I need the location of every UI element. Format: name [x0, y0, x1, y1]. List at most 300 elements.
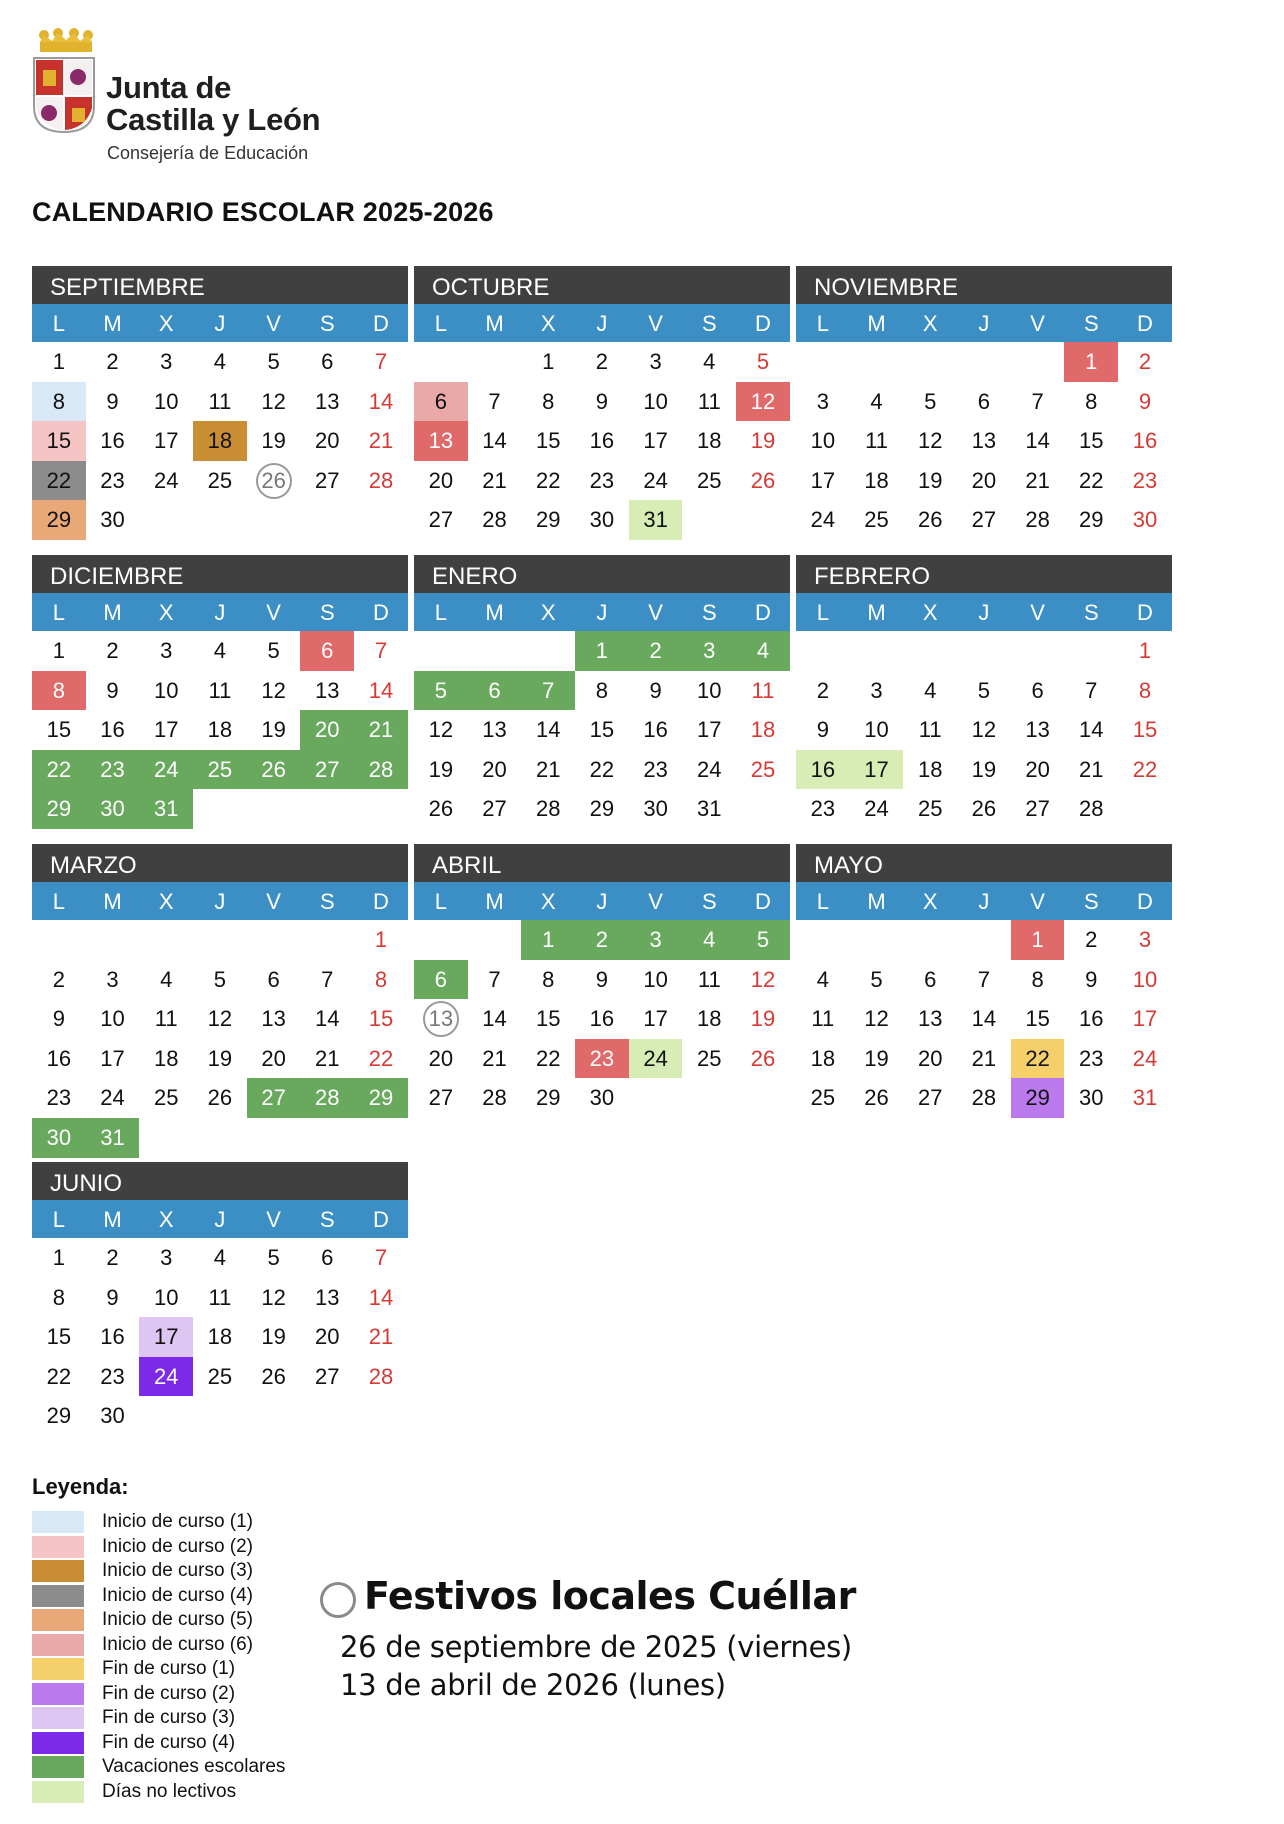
day-number: 8: [542, 966, 555, 992]
day-number: 20: [428, 467, 454, 493]
day-number: 4: [160, 966, 173, 992]
day-cell: [86, 1039, 140, 1079]
week-row: [32, 1357, 408, 1397]
day-number: 4: [756, 638, 770, 663]
day-number: 22: [46, 1363, 72, 1389]
weekday-label: J: [214, 1207, 226, 1232]
weekday-label: J: [214, 311, 226, 336]
day-number: 31: [153, 796, 179, 822]
day-cell: [1064, 999, 1118, 1039]
day-number: 15: [535, 428, 561, 454]
week-row: [32, 710, 408, 750]
day-number: 21: [1025, 467, 1050, 493]
day-cell: [139, 342, 193, 382]
day-number: 9: [649, 677, 662, 703]
day-cell: [300, 1039, 354, 1079]
day-cell: [139, 1238, 193, 1278]
day-number: 29: [589, 796, 615, 822]
day-number: 21: [482, 467, 507, 493]
week-row: [32, 1278, 408, 1318]
day-cell: [521, 671, 575, 711]
day-cell: [247, 1278, 301, 1318]
week-row: [414, 671, 790, 711]
day-cell: [139, 1357, 193, 1397]
day-number: 13: [428, 428, 454, 454]
day-cell: [521, 999, 575, 1039]
legend-swatch: [32, 1756, 84, 1778]
month-name: MAYO: [796, 844, 1172, 882]
week-row: [32, 342, 408, 382]
day-number: 24: [100, 1085, 125, 1111]
day-cell: [139, 382, 193, 422]
day-number: 9: [595, 388, 609, 414]
weekday-label: S: [701, 600, 717, 625]
day-cell: [300, 1078, 354, 1118]
day-cell: [32, 342, 86, 382]
day-number: 18: [697, 1006, 722, 1032]
day-cell: [86, 1118, 140, 1158]
week-row: [796, 671, 1172, 711]
weekday-label: D: [755, 600, 771, 625]
weekday-label: X: [158, 889, 174, 914]
day-number: 7: [374, 349, 388, 374]
day-number: 25: [697, 467, 722, 493]
day-number: 9: [106, 388, 119, 414]
week-row: [414, 789, 790, 829]
legend-item: [32, 1657, 285, 1682]
weekday-label: D: [373, 600, 389, 625]
day-number: 1: [542, 349, 555, 374]
day-cell: [193, 1357, 247, 1397]
day-cell: [468, 382, 522, 422]
legend-label: Días no lectivos: [102, 1780, 237, 1802]
day-number: 1: [52, 638, 65, 663]
day-number: 10: [697, 677, 722, 703]
day-cell: [247, 960, 301, 1000]
day-number: 28: [368, 1363, 394, 1389]
empty-cell: [796, 920, 850, 960]
day-number: 14: [535, 717, 561, 743]
empty-cell: [629, 1078, 683, 1118]
month-febrero: [796, 555, 1172, 829]
weekday-label: X: [158, 1207, 174, 1232]
day-cell: [521, 750, 575, 790]
day-number: 19: [261, 428, 286, 454]
month-name: NOVIEMBRE: [796, 266, 1172, 304]
day-number: 11: [811, 1006, 835, 1032]
day-cell: [354, 999, 408, 1039]
legend-item: [32, 1682, 285, 1707]
empty-cell: [414, 342, 468, 382]
day-number: 2: [1085, 927, 1098, 952]
day-number: 18: [810, 1045, 836, 1071]
day-number: 18: [207, 717, 233, 743]
day-number: 29: [46, 507, 72, 533]
week-row: [414, 710, 790, 750]
day-number: 27: [261, 1085, 286, 1111]
day-number: 3: [160, 1245, 173, 1270]
day-cell: [193, 421, 247, 461]
day-cell: [468, 789, 522, 829]
day-number: 21: [1079, 756, 1104, 782]
weekday-label: V: [266, 600, 281, 625]
day-number: 21: [482, 1045, 507, 1071]
day-cell: [682, 461, 736, 501]
day-cell: [32, 960, 86, 1000]
day-number: 8: [1138, 677, 1152, 703]
legend-label: Inicio de curso (5): [102, 1609, 254, 1631]
empty-cell: [1118, 789, 1172, 829]
day-cell: [139, 1278, 193, 1318]
day-cell: [300, 631, 354, 671]
empty-cell: [300, 1396, 354, 1436]
day-number: 29: [1025, 1085, 1050, 1111]
day-cell: [139, 710, 193, 750]
day-cell: [32, 1078, 86, 1118]
day-number: 1: [542, 927, 555, 952]
day-number: 2: [106, 638, 119, 663]
day-cell: [521, 342, 575, 382]
day-cell: [957, 671, 1011, 711]
day-number: 18: [153, 1045, 179, 1071]
day-number: 3: [870, 677, 883, 703]
day-number: 3: [703, 638, 716, 663]
day-number: 5: [434, 677, 447, 703]
circle-marker-icon: [320, 1582, 356, 1618]
day-number: 1: [1031, 927, 1044, 952]
week-row: [32, 789, 408, 829]
day-cell: [468, 960, 522, 1000]
day-cell: [629, 1039, 683, 1079]
day-number: 25: [207, 467, 233, 493]
day-number: 4: [870, 388, 883, 414]
day-number: 8: [52, 1284, 65, 1310]
day-cell: [193, 1039, 247, 1079]
day-number: 21: [315, 1045, 340, 1071]
day-cell: [1011, 789, 1065, 829]
empty-cell: [903, 342, 957, 382]
weekday-label: X: [540, 311, 556, 336]
day-cell: [850, 382, 904, 422]
weekday-label: M: [103, 311, 122, 336]
day-number: 20: [428, 1045, 454, 1071]
day-number: 25: [207, 1363, 233, 1389]
legend-label: Inicio de curso (1): [102, 1511, 254, 1533]
month-septiembre: [32, 266, 408, 540]
day-cell: [354, 1238, 408, 1278]
day-cell: [736, 999, 790, 1039]
day-number: 8: [52, 677, 65, 703]
day-cell: [796, 1078, 850, 1118]
day-number: 19: [428, 756, 454, 782]
empty-cell: [193, 1396, 247, 1436]
day-number: 7: [542, 677, 555, 703]
day-number: 16: [589, 428, 615, 454]
day-number: 14: [971, 1006, 997, 1032]
day-cell: [575, 631, 629, 671]
empty-cell: [1011, 631, 1065, 671]
day-number: 22: [1025, 1045, 1050, 1071]
day-number: 5: [977, 677, 991, 703]
month-junio: [32, 1162, 408, 1436]
legend-item: [32, 1584, 285, 1609]
week-row: [32, 1317, 408, 1357]
day-number: 27: [315, 467, 340, 493]
empty-cell: [354, 789, 408, 829]
day-cell: [32, 789, 86, 829]
day-cell: [1064, 920, 1118, 960]
day-cell: [521, 1039, 575, 1079]
empty-cell: [247, 500, 301, 540]
day-number: 20: [315, 717, 340, 743]
empty-cell: [300, 920, 354, 960]
day-cell: [193, 1238, 247, 1278]
empty-cell: [957, 342, 1011, 382]
day-number: 1: [52, 1245, 65, 1270]
day-number: 24: [153, 467, 179, 493]
day-cell: [86, 750, 140, 790]
day-cell: [575, 960, 629, 1000]
day-number: 16: [810, 756, 836, 782]
day-number: 11: [865, 428, 888, 454]
weekday-label: S: [1083, 600, 1099, 625]
legend-item: [32, 1608, 285, 1633]
day-number: 23: [643, 756, 668, 782]
day-cell: [1064, 1039, 1118, 1079]
day-number: 25: [917, 796, 943, 822]
day-cell: [903, 750, 957, 790]
day-cell: [1118, 999, 1172, 1039]
day-cell: [736, 631, 790, 671]
day-cell: [86, 382, 140, 422]
day-cell: [575, 1039, 629, 1079]
day-number: 13: [971, 428, 997, 454]
day-cell: [300, 671, 354, 711]
day-number: 12: [971, 717, 997, 743]
day-number: 31: [100, 1124, 125, 1150]
day-number: 5: [870, 966, 883, 992]
day-number: 6: [1031, 677, 1044, 703]
day-number: 18: [750, 717, 776, 743]
day-number: 30: [46, 1124, 72, 1150]
weekday-header: [414, 304, 790, 342]
day-cell: [1064, 500, 1118, 540]
weekday-label: L: [52, 311, 65, 336]
day-number: 6: [434, 388, 447, 414]
day-cell: [414, 671, 468, 711]
weekday-label: X: [540, 600, 556, 625]
day-cell: [193, 999, 247, 1039]
day-cell: [682, 1039, 736, 1079]
legend-label: Inicio de curso (6): [102, 1633, 254, 1655]
empty-cell: [139, 1118, 193, 1158]
day-number: 7: [488, 388, 501, 414]
weekday-label: L: [434, 600, 447, 625]
day-number: 17: [864, 756, 889, 782]
day-cell: [193, 631, 247, 671]
month-mayo: [796, 844, 1172, 1118]
day-number: 23: [589, 467, 615, 493]
day-cell: [850, 750, 904, 790]
weekday-label: L: [52, 1207, 65, 1232]
day-cell: [247, 421, 301, 461]
day-number: 23: [1079, 1045, 1104, 1071]
day-cell: [300, 999, 354, 1039]
month-diciembre: [32, 555, 408, 829]
day-cell: [575, 750, 629, 790]
weekday-header: [796, 593, 1172, 631]
weekday-header: [32, 882, 408, 920]
local-holiday-line: 13 de abril de 2026 (lunes): [340, 1668, 726, 1702]
day-cell: [193, 461, 247, 501]
day-cell: [86, 1357, 140, 1397]
day-number: 8: [374, 966, 388, 992]
day-number: 3: [106, 966, 119, 992]
day-cell: [629, 960, 683, 1000]
weekday-label: D: [373, 311, 389, 336]
page-title: CALENDARIO ESCOLAR 2025-2026: [32, 197, 494, 227]
day-number: 15: [46, 717, 72, 743]
day-number: 2: [595, 349, 609, 374]
day-cell: [139, 1078, 193, 1118]
day-cell: [682, 750, 736, 790]
day-cell: [354, 421, 408, 461]
day-cell: [1011, 1078, 1065, 1118]
day-cell: [86, 1078, 140, 1118]
day-cell: [629, 920, 683, 960]
day-number: 22: [46, 467, 72, 493]
day-number: 27: [428, 1085, 454, 1111]
day-number: 14: [315, 1006, 340, 1032]
day-cell: [354, 920, 408, 960]
day-cell: [139, 789, 193, 829]
day-number: 28: [482, 507, 507, 533]
day-number: 24: [643, 1045, 668, 1071]
day-cell: [521, 421, 575, 461]
weekday-label: M: [867, 889, 886, 914]
day-number: 27: [482, 796, 507, 822]
empty-cell: [682, 500, 736, 540]
day-number: 18: [207, 1324, 233, 1350]
weekday-label: S: [319, 1207, 335, 1232]
local-holiday-day: 13: [423, 1001, 459, 1037]
day-number: 6: [321, 638, 334, 663]
day-cell: [86, 1396, 140, 1436]
day-cell: [682, 421, 736, 461]
day-cell: [32, 1118, 86, 1158]
empty-cell: [247, 1396, 301, 1436]
day-cell: [354, 342, 408, 382]
day-number: 27: [917, 1085, 943, 1111]
day-number: 4: [703, 927, 716, 952]
day-number: 25: [207, 756, 233, 782]
day-cell: [850, 1039, 904, 1079]
day-cell: [736, 382, 790, 422]
day-number: 11: [918, 717, 942, 743]
legend-swatch: [32, 1609, 84, 1631]
day-number: 17: [1132, 1006, 1158, 1032]
junta-logo: [30, 26, 350, 166]
day-cell: [86, 960, 140, 1000]
day-number: 15: [1132, 717, 1158, 743]
day-cell: [86, 421, 140, 461]
day-cell: [86, 1317, 140, 1357]
day-number: 16: [100, 717, 125, 743]
day-number: 5: [267, 638, 280, 663]
day-cell: [629, 461, 683, 501]
day-cell: [682, 342, 736, 382]
day-number: 28: [368, 467, 394, 493]
empty-cell: [414, 920, 468, 960]
day-cell: [1064, 960, 1118, 1000]
day-cell: [32, 631, 86, 671]
legend-swatch: [32, 1536, 84, 1558]
day-number: 13: [315, 1284, 340, 1310]
week-row: [32, 1118, 408, 1158]
day-number: 10: [643, 966, 668, 992]
day-cell: [193, 1078, 247, 1118]
day-cell: [300, 1278, 354, 1318]
day-number: 6: [924, 966, 937, 992]
weekday-label: V: [266, 311, 281, 336]
day-number: 12: [428, 717, 454, 743]
day-cell: [354, 960, 408, 1000]
day-cell: [414, 960, 468, 1000]
day-cell: [354, 1357, 408, 1397]
day-number: 6: [488, 677, 501, 703]
month-name: OCTUBRE: [414, 266, 790, 304]
day-cell: [139, 631, 193, 671]
legend-item: [32, 1633, 285, 1658]
day-cell: [468, 1078, 522, 1118]
weekday-label: S: [319, 311, 335, 336]
day-cell: [86, 1278, 140, 1318]
day-cell: [903, 1039, 957, 1079]
day-cell: [32, 1396, 86, 1436]
day-number: 31: [697, 796, 722, 822]
day-cell: [32, 999, 86, 1039]
day-number: 2: [816, 677, 829, 703]
day-cell: [354, 1039, 408, 1079]
day-cell: [850, 421, 904, 461]
day-cell: [796, 421, 850, 461]
legend-label: Fin de curso (3): [102, 1707, 236, 1729]
day-cell: [1118, 421, 1172, 461]
day-number: 10: [864, 717, 889, 743]
weekday-label: V: [1030, 600, 1045, 625]
legend-label: Inicio de curso (3): [102, 1560, 254, 1582]
weekday-label: J: [978, 889, 990, 914]
day-cell: [682, 999, 736, 1039]
day-number: 19: [750, 1006, 776, 1032]
weekday-label: X: [922, 889, 938, 914]
weekday-label: J: [596, 600, 608, 625]
legend-item: [32, 1535, 285, 1560]
day-cell: [736, 421, 790, 461]
day-cell: [736, 671, 790, 711]
day-cell: [414, 789, 468, 829]
empty-cell: [354, 1118, 408, 1158]
weekday-label: M: [867, 600, 886, 625]
day-number: 21: [368, 717, 394, 743]
day-number: 11: [154, 1006, 178, 1032]
local-holiday-line: 26 de septiembre de 2025 (viernes): [340, 1630, 852, 1664]
weekday-label: M: [103, 1207, 122, 1232]
weekday-label: D: [755, 889, 771, 914]
day-number: 5: [213, 966, 227, 992]
day-cell: [521, 382, 575, 422]
day-number: 9: [595, 966, 609, 992]
